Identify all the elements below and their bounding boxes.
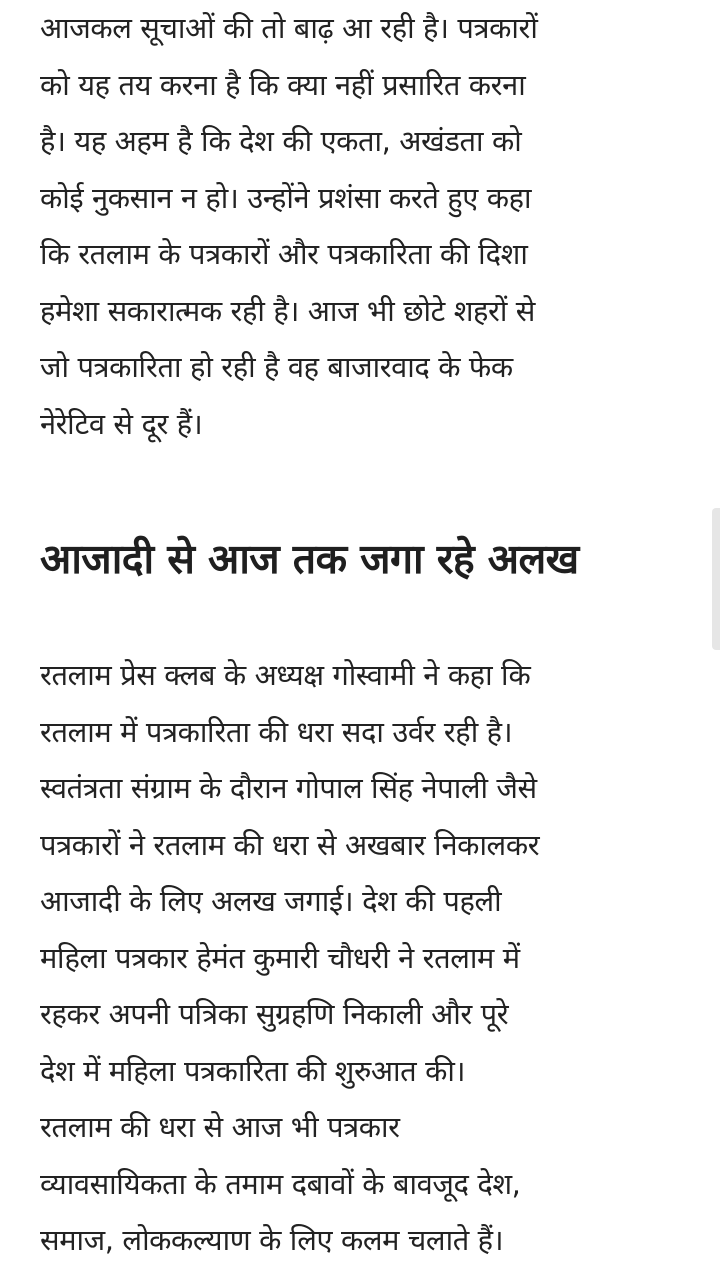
paragraph-line: हमेशा सकारात्मक रही है। आज भी छोटे शहरों से (40, 293, 536, 328)
article-paragraph (40, 0, 690, 452)
paragraph-line: रतलाम की धरा से आज भी पत्रकार (40, 1110, 400, 1144)
scrollbar-thumb[interactable] (712, 508, 720, 650)
paragraph-line: महिला पत्रकार हेमंत कुमारी चौधरी ने रतलाम में (40, 940, 520, 975)
article-paragraph (40, 647, 690, 1269)
article-body (40, 0, 690, 1269)
paragraph-line: समाज, लोककल्याण के लिए कलम चलाते हैं। (40, 1223, 504, 1257)
paragraph-line: नेरेटिव से दूर हैं। (40, 406, 203, 441)
paragraph-line: रतलाम प्रेस क्लब के अध्यक्ष गोस्वामी ने कहा कि (40, 658, 531, 692)
paragraph-line: है। यह अहम है कि देश की एकता, अखंडता को (40, 124, 522, 158)
paragraph-line: देश में महिला पत्रकारिता की शुरुआत की। (40, 1053, 466, 1088)
paragraph-line: आजादी के लिए अलख जगाई। देश की पहली (40, 884, 502, 918)
paragraph-line: पत्रकारों ने रतलाम की धरा से अखबार निकालकर (40, 827, 540, 862)
section-heading: आजादी से आज तक जगा रहे अलख (40, 535, 579, 583)
paragraph-line: व्यावसायिकता के तमाम दबावों के बावजूद देश, (40, 1166, 521, 1201)
paragraph-line: रतलाम में पत्रकारिता की धरा सदा उर्वर रही है। (40, 714, 513, 749)
paragraph-line: कोई नुकसान न हो। उन्होंने प्रशंसा करते हुए कहा (40, 180, 532, 215)
paragraph-line: स्वतंत्रता संग्राम के दौरान गोपाल सिंह नेपाली जैसे (40, 771, 537, 805)
paragraph-line: आजकल सूचाओं की तो बाढ़ आ रही है। पत्रकारों (40, 11, 538, 45)
paragraph-line: जो पत्रकारिता हो रही है वह बाजारवाद के फेक (40, 350, 513, 384)
paragraph-line: को यह तय करना है कि क्या नहीं प्रसारित करना (40, 67, 526, 102)
paragraph-line: रहकर अपनी पत्रिका सुग्रहणि निकाली और पूरे (40, 997, 509, 1031)
paragraph-line: कि रतलाम के पत्रकारों और पत्रकारिता की दिशा (40, 237, 528, 271)
